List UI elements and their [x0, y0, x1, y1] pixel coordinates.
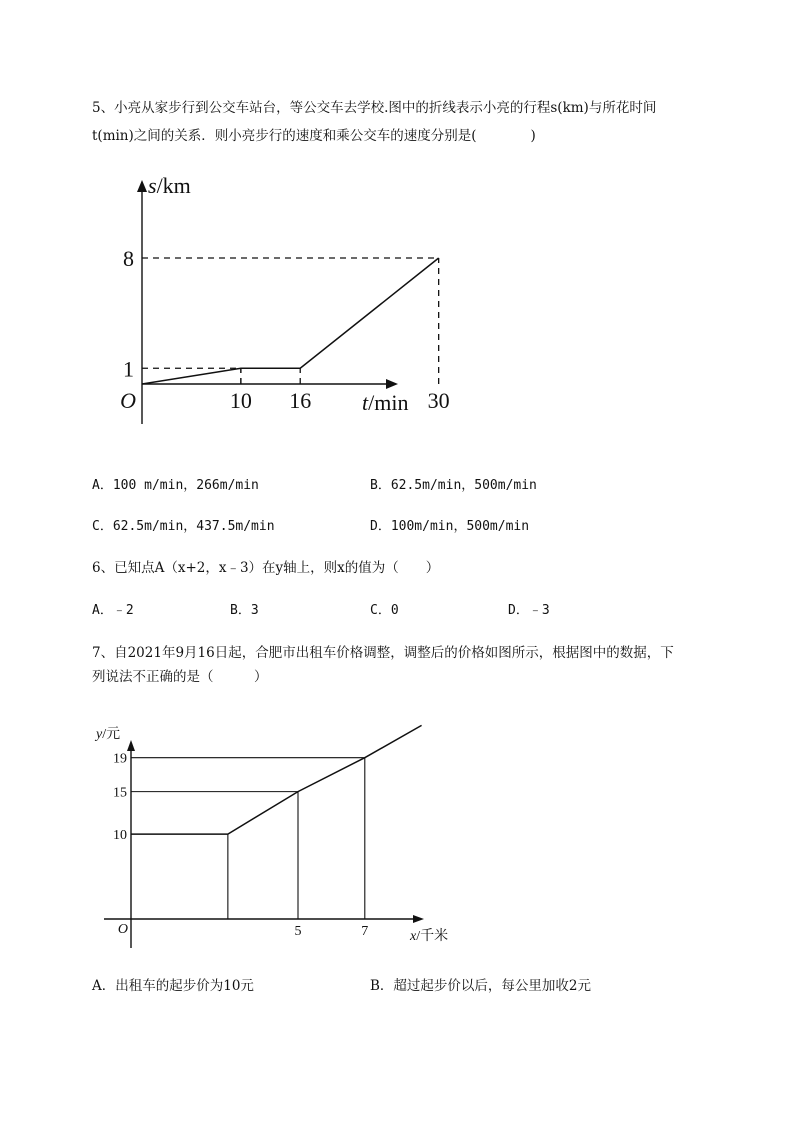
q5-x-axis-label: t/min	[362, 390, 409, 415]
q5-option-b[interactable]: B．62.5m/min，500m/min	[370, 478, 537, 493]
q5-origin-label: O	[120, 388, 136, 413]
q5-stem-line2: t(min)之间的关系．则小亮步行的速度和乘公交车的速度分别是( )	[92, 128, 536, 144]
q7-origin-label: O	[117, 922, 128, 937]
q7-y-tick-19: 19	[113, 751, 127, 767]
q5-y-axis-label: s/km	[148, 173, 191, 198]
q5-x-tick-30: 30	[427, 388, 450, 413]
q6-option-c[interactable]: C．0	[370, 603, 399, 618]
q7-y-arrow	[127, 740, 135, 751]
q7-x-tick-5: 5	[294, 924, 302, 939]
q5-y-tick-8: 8	[123, 246, 134, 271]
q7-y-axis-label: y/元	[96, 727, 121, 742]
q7-x-tick-7: 7	[361, 924, 369, 939]
q6-option-b[interactable]: B．3	[230, 603, 259, 618]
q7-series-line	[131, 725, 422, 834]
q6-option-d[interactable]: D．﹣3	[508, 603, 550, 618]
q7-x-axis-label: x/千米	[410, 929, 449, 944]
q5-x-tick-10: 10	[229, 388, 252, 413]
q5-stem-line1: 5、小亮从家步行到公交车站台，等公交车去学校.图中的折线表示小亮的行程s(km)与所花时间	[92, 100, 657, 116]
q5-option-a[interactable]: A．100 m/min，266m/min	[92, 478, 259, 493]
q7-option-a[interactable]: A．出租车的起步价为10元	[92, 978, 254, 994]
q7-y-tick-10: 10	[113, 828, 127, 844]
q7-option-b[interactable]: B．超过起步价以后，每公里加收2元	[370, 978, 592, 994]
q6-option-a[interactable]: A．﹣2	[92, 603, 134, 618]
q7-x-arrow	[413, 915, 424, 923]
q5-x-tick-16: 16	[289, 388, 312, 413]
q5-option-d[interactable]: D．100m/min，500m/min	[370, 519, 530, 534]
q5-y-tick-1: 1	[123, 356, 134, 382]
q7-y-tick-15: 15	[113, 785, 127, 801]
q7-stem-line2: 列说法不正确的是（ ）	[92, 669, 268, 685]
q7-stem-line1: 7、自2021年9月16日起，合肥市出租车价格调整，调整后的价格如图所示，根据图中的数据，下	[92, 645, 674, 661]
q5-option-c[interactable]: C．62.5m/min，437.5m/min	[92, 519, 275, 534]
q6-stem: 6、已知点A（x+2，x﹣3）在y轴上，则x的值为（ ）	[92, 560, 440, 576]
